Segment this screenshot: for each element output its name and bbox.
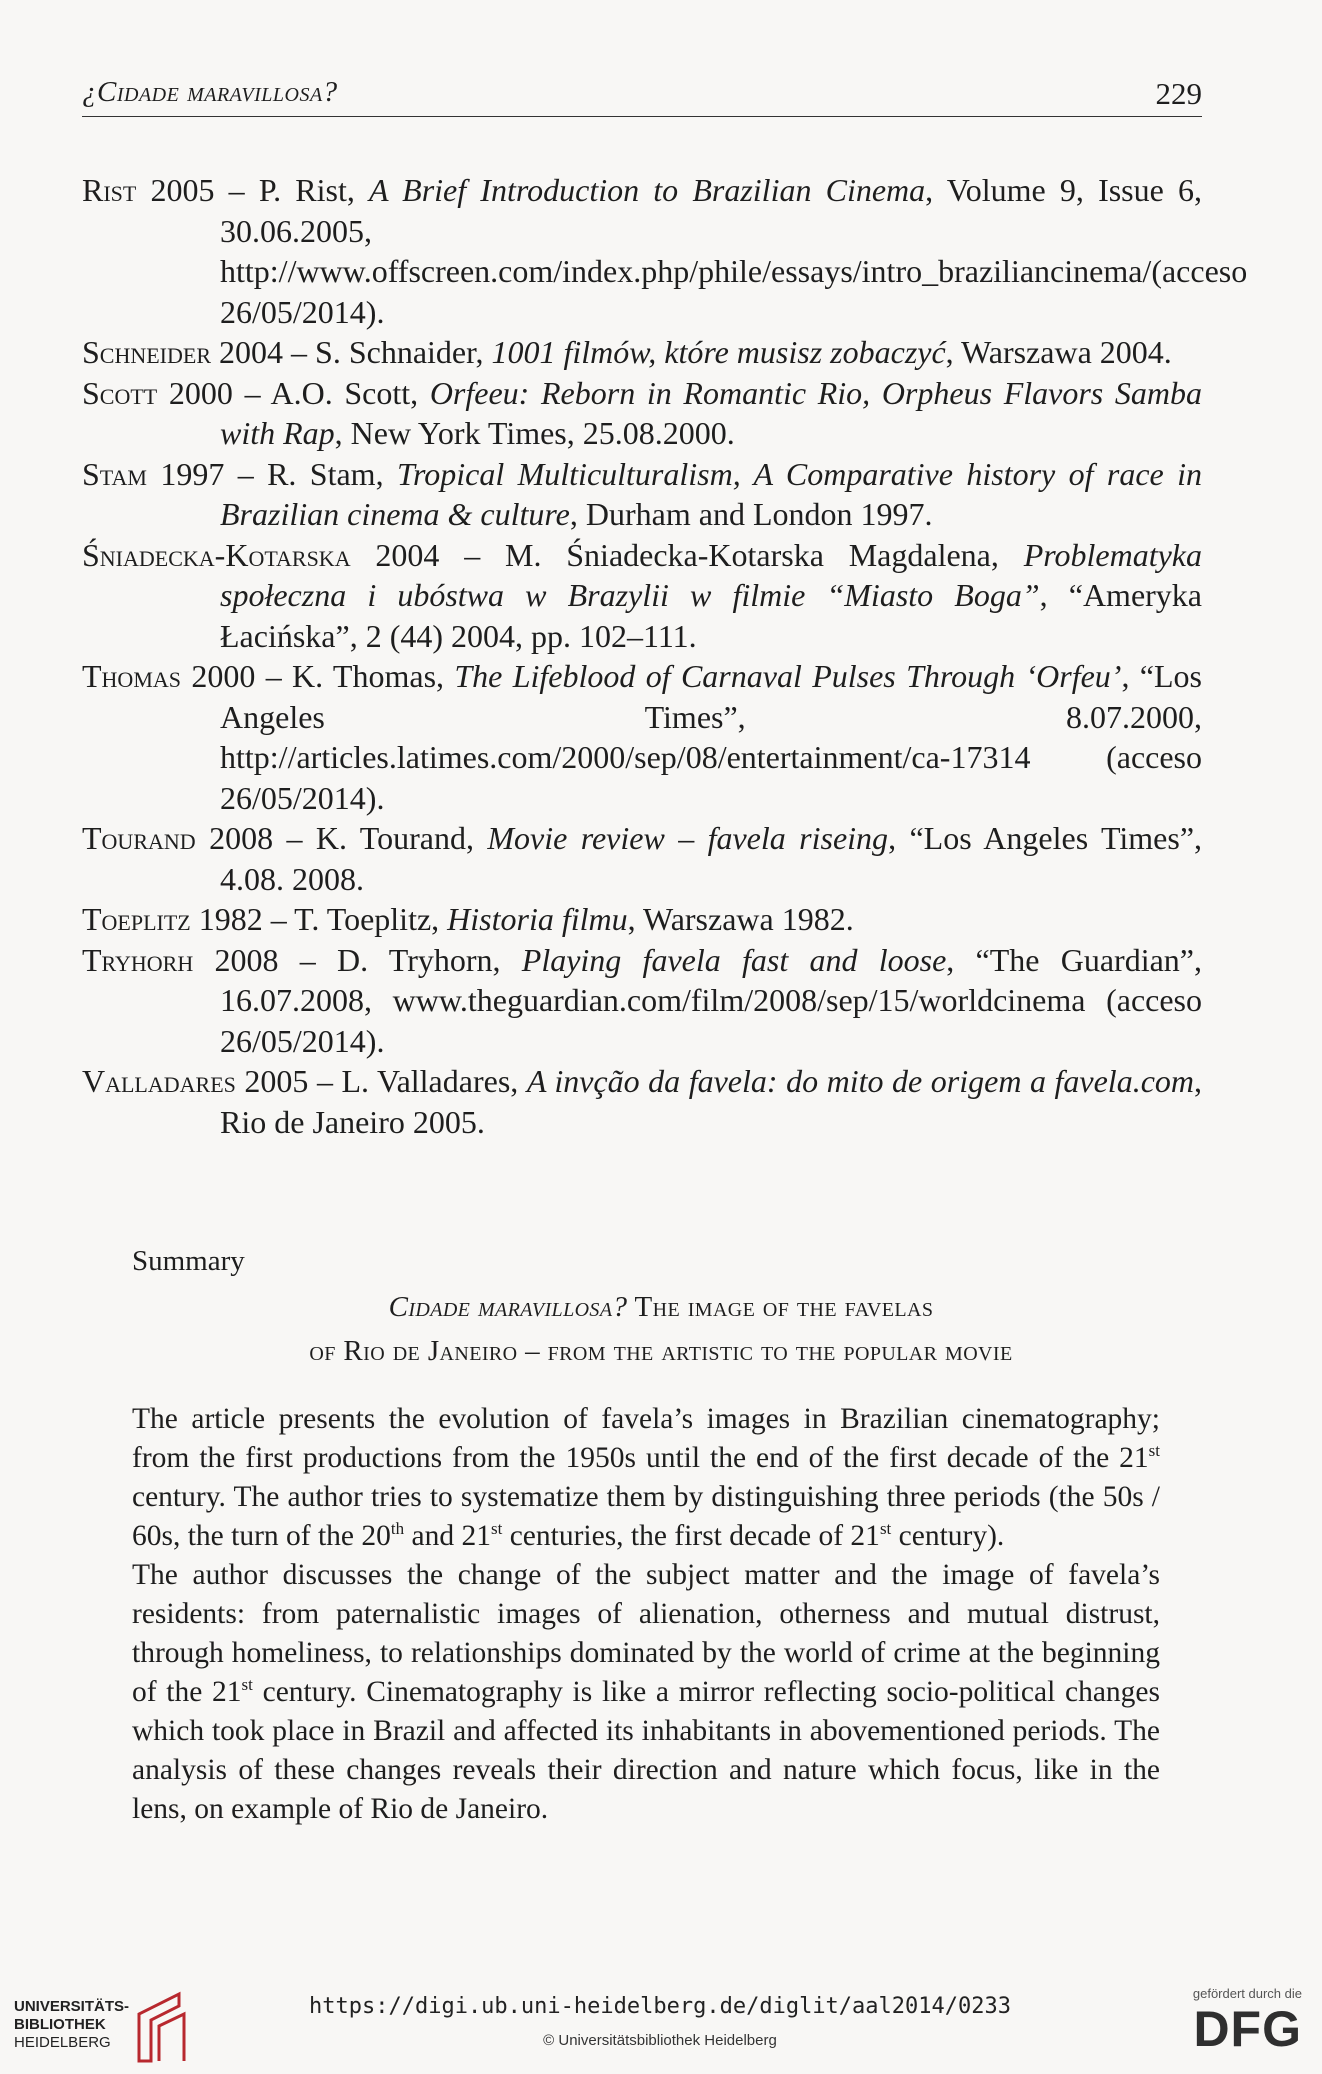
bibliography	[82, 170, 1248, 1142]
bib-entry: Stam 1997 – R. Stam, Tropical Multiculturalism, A Comparative history of race in Brazilian cinema & culture, Durham and London 1997.	[82, 455, 1203, 532]
summary-title: Cidade maravillosa? The image of the favelas of Rio de Janeiro – from the artistic to the popular movie	[309, 1291, 1013, 1367]
bib-entry: Thomas 2000 – K. Thomas, The Lifeblood of Carnaval Pulses Through ‘Orfeu’, “Los Angeles Times”, 8.07.2000, http://articles.latimes.com/2000/sep/08/entertainment/ca-17314 (acceso 26/05/2014).	[82, 658, 1202, 816]
bib-entry: Scott 2000 – A.O. Scott, Orfeeu: Reborn in Romantic Rio, Orpheus Flavors Samba with Rap, New York Times, 25.08.2000.	[82, 374, 1203, 451]
bib-entry: Tryhorh 2008 – D. Tryhorn, Playing favela fast and loose, “The Guardian”, 16.07.2008, www.theguardian.com/film/2008/sep/15/worldcinema (acceso 26/05/2014).	[82, 941, 1203, 1059]
abstract	[132, 1400, 1160, 1829]
dfg-logo[interactable]	[1162, 1986, 1302, 2066]
dfg-wordmark: DFG	[1193, 2001, 1302, 2057]
library-name: UNIVERSITÄTS- BIBLIOTHEK HEIDELBERG	[14, 1998, 130, 2051]
abstract-paragraph: The author discusses the change of the subject matter and the image of favela’s residents: from paternalistic images of alienation, otherness and mutual distrust, through homeliness, to relationships dominated by the world of crime at the beginning of the 21st century. Cinematography is like a mirror reflecting socio-political changes which took place in Brazil and affected its inhabitants in abovementioned periods. The analysis of these changes reveals their direction and nature which focus, like in the lens, on example of Rio de Janeiro.	[132, 1559, 1160, 1825]
summary-label: Summary	[132, 1245, 245, 1277]
funded-by-label: gefördert durch die	[1192, 1986, 1302, 2001]
abstract-paragraph: The article presents the evolution of favela’s images in Brazilian cinematography; from the first productions from the 1950s until the end of the first decade of the 21st century. The author tries to systematize them by distinguishing three periods (the 50s / 60s, the turn of the 20th and 21st centuries, the first decade of 21st century).	[132, 1403, 1160, 1552]
bib-entry: Valladares 2005 – L. Valladares, A invção da favela: do mito de origem a favela.com, Rio de Janeiro 2005.	[82, 1063, 1203, 1140]
bib-entry: Schneider 2004 – S. Schnaider, 1001 filmów, które musisz zobaczyć, Warszawa 2004.	[82, 334, 1172, 370]
copyright-notice: © Universitätsbibliothek Heidelberg	[543, 2032, 777, 2049]
library-emblem-icon	[129, 1986, 199, 2066]
bib-entry: Tourand 2008 – K. Tourand, Movie review – favela riseing, “Los Angeles Times”, 4.08. 2008.	[82, 820, 1203, 897]
source-url[interactable]: https://digi.ub.uni-heidelberg.de/diglit/aal2014/0233	[309, 1994, 1011, 2019]
footer	[0, 1980, 1322, 2074]
bib-entry: Śniadecka-Kotarska 2004 – M. Śniadecka-Kotarska Magdalena, Problematyka społeczna i ubóstwa w Brazylii w filmie “Miasto Boga”, “Ameryka Łacińska”, 2 (44) 2004, pp. 102–111.	[82, 536, 1203, 654]
bib-entry: Toeplitz 1982 – T. Toeplitz, Historia filmu, Warszawa 1982.	[82, 901, 854, 937]
running-title: ¿Cidade maravillosa?	[82, 76, 338, 108]
bib-entry: Rist 2005 – P. Rist, A Brief Introduction to Brazilian Cinema, Volume 9, Issue 6, 30.06.2005, http://www.offscreen.com/index.php/phile/essays/intro_braziliancinema/(acceso 26/05/2014).	[82, 172, 1248, 330]
library-logo[interactable]	[14, 1986, 204, 2066]
page-number: 229	[1155, 76, 1202, 111]
page-header	[82, 70, 1202, 117]
